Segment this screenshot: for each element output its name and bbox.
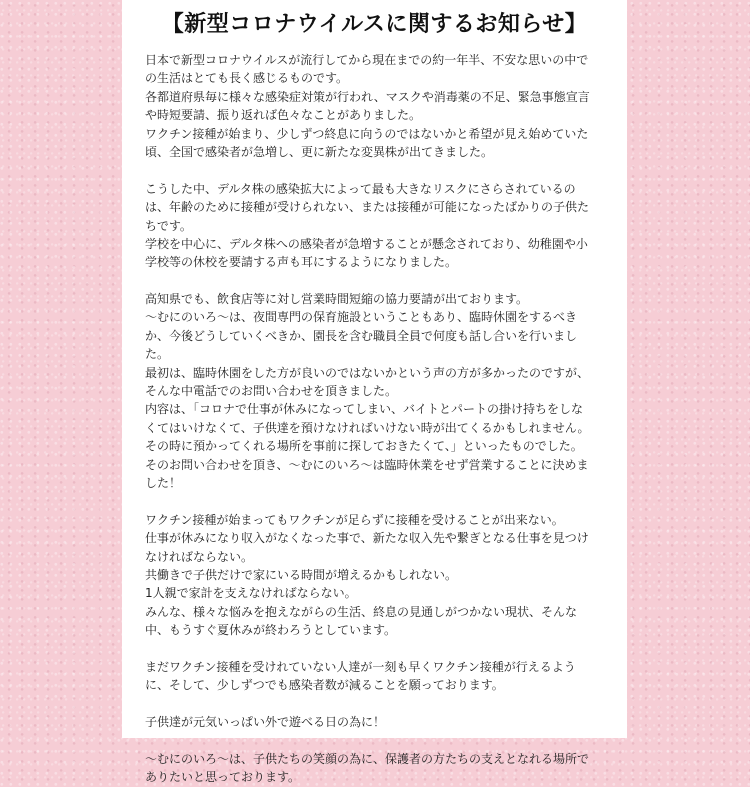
body-line: 共働きで子供だけで家にいる時間が増えるかもしれない。	[145, 567, 458, 582]
body-line: か、今後どうしていくべきか、園長を含む職員全員で何度も話し合いを行いまし	[145, 328, 578, 343]
body-line: 学校を中心に、デルタ株への感染者が急増することが懸念されており、幼稚園や小	[145, 236, 588, 251]
paragraph-gap	[145, 640, 607, 658]
body-line: 〜むにのいろ〜は、子供たちの笑顔の為に、保護者の方たちの支えとなれる場所で	[145, 751, 590, 766]
notice-body	[145, 51, 607, 787]
body-line: こうした中、デルタ株の感染拡大によって最も大きなリスクにさらされているの	[145, 181, 576, 196]
paragraph-gap	[145, 272, 607, 290]
paragraph-gap	[145, 695, 607, 713]
body-line: そんな中電話でのお問い合わせを頂きました。	[145, 384, 398, 399]
body-line: みんな、様々な悩みを抱えながらの生活、終息の見通しがつかない現状、そんな	[145, 604, 578, 619]
body-line: なければならない。	[145, 549, 254, 564]
body-line: に、そして、少しずつでも感染者数が減ることを願っております。	[145, 678, 504, 693]
body-line: 子供達が元気いっぱい外で遊べる日の為に！	[145, 715, 386, 730]
body-line: 学校等の休校を要請する声も耳にするようになりました。	[145, 255, 458, 270]
body-line: 日本で新型コロナウイルスが流行してから現在までの約一年半、不安な思いの中で	[145, 53, 589, 67]
body-line: た。	[145, 347, 170, 362]
body-line: ありたいと思っております。	[145, 770, 301, 785]
body-line: その時に預かってくれる場所を事前に探しておきたくて、」といったものでした。	[145, 439, 583, 454]
body-line: 各都道府県毎に様々な感染症対策が行われ、マスクや消毒薬の不足、緊急事態宣言	[145, 89, 590, 104]
body-line: ワクチン接種が始まってもワクチンが足らずに接種を受けることが出来ない。	[145, 512, 564, 527]
body-line: や時短要請、振り返れば色々なことがありました。	[145, 108, 422, 123]
notice-title: 【新型コロナウイルスに関するお知らせ】	[161, 12, 588, 37]
body-line: の生活はとても長く感じるものです。	[145, 71, 349, 86]
body-line: 内容は、「コロナで仕事が休みになってしまい、バイトとパートの掛け持ちをしな	[145, 402, 584, 417]
body-line: 高知県でも、飲食店等に対し営業時間短縮の協力要請が出ております。	[145, 292, 529, 307]
body-line: 〜むにのいろ〜は、夜間専門の保育施設ということもあり、臨時休園をするべき	[145, 310, 578, 325]
body-line: 仕事が休みになり収入がなくなった事で、新たな収入先や繋ぎとなる仕事を見つけ	[145, 531, 589, 546]
body-line: そのお問い合わせを頂き、〜むにのいろ〜は臨時休業をせず営業することに決めま	[145, 457, 589, 472]
body-line: 中、もうすぐ夏休みが終わろうとしています。	[145, 623, 397, 638]
body-line: した！	[145, 475, 182, 490]
body-line: は、年齢のために接種が受けられない、または接種が可能になったばかりの子供た	[145, 200, 590, 215]
paragraph-gap	[145, 731, 607, 749]
body-line: 頃、全国で感染者が急増し、更に新たな変異株が出てきました。	[145, 144, 494, 159]
paragraph-gap	[145, 492, 607, 510]
body-line: 最初は、臨時休園をした方が良いのではないかという声の方が多かったのですが、	[145, 365, 590, 380]
notice-paper	[122, 0, 627, 785]
body-line: まだワクチン接種を受けれていない人達が一刻も早くワクチン接種が行えるよう	[145, 659, 576, 674]
body-line: ちです。	[145, 218, 192, 233]
body-line: くてはいけなくて、子供達を預けなければいけない時が出てくるかもしれません。	[145, 420, 590, 435]
body-line: ワクチン接種が始まり、少しずつ終息に向うのではないかと希望が見え始めていた	[145, 126, 589, 141]
body-line: 1人親で家計を支えなければならない。	[145, 586, 357, 601]
paragraph-gap	[145, 161, 607, 179]
